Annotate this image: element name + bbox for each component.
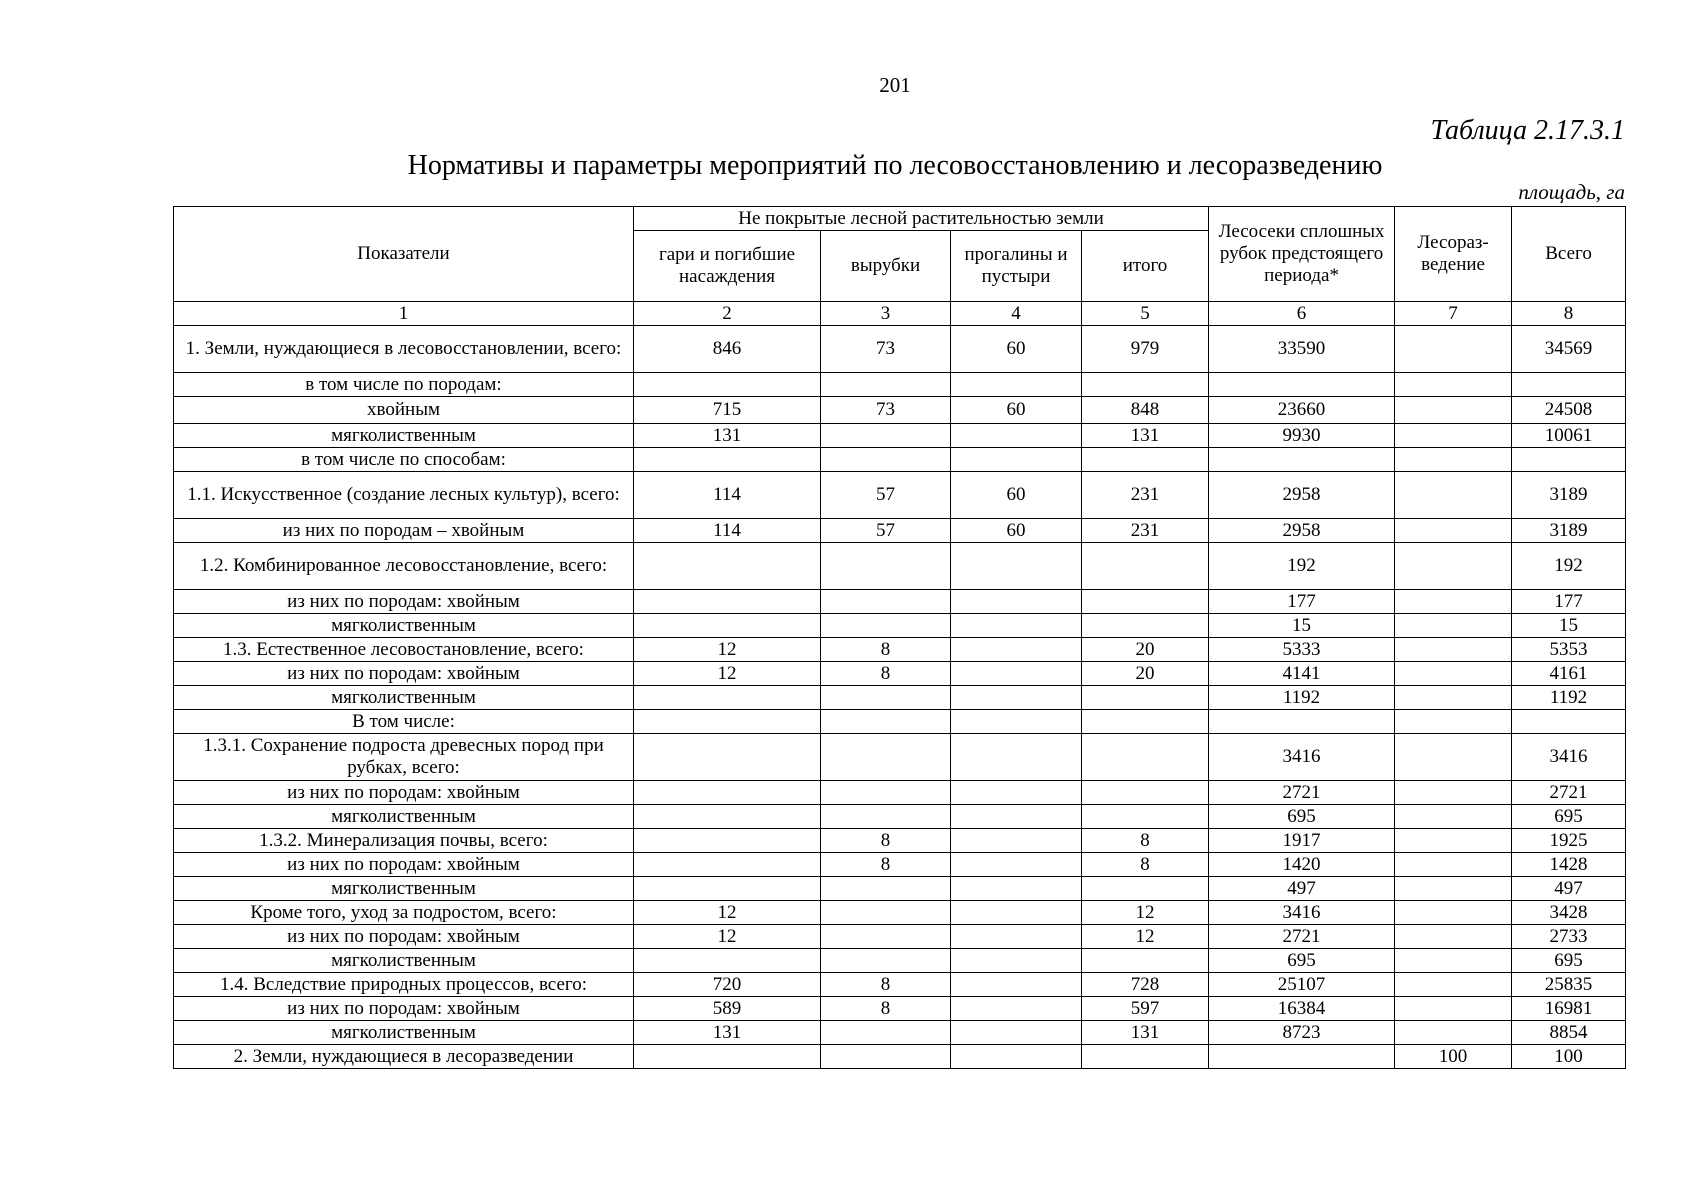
value-cell: 1428 <box>1512 853 1626 877</box>
value-cell <box>821 373 951 397</box>
value-cell <box>1395 805 1512 829</box>
row-label-cell: из них по породам: хвойным <box>174 853 634 877</box>
value-cell <box>1395 901 1512 925</box>
value-cell <box>634 734 821 781</box>
value-cell: 12 <box>634 901 821 925</box>
value-cell <box>951 448 1082 472</box>
value-cell: 177 <box>1512 590 1626 614</box>
value-cell <box>634 877 821 901</box>
row-label-cell: мягколиственным <box>174 805 634 829</box>
unit-label: площадь, га <box>1518 180 1625 204</box>
value-cell: 57 <box>821 472 951 519</box>
value-cell <box>1395 590 1512 614</box>
value-cell: 60 <box>951 519 1082 543</box>
value-cell: 24508 <box>1512 397 1626 424</box>
row-label-cell: 1.2. Комбинированное лесовосстановление, всего: <box>174 543 634 590</box>
value-cell: 25835 <box>1512 973 1626 997</box>
document-title: Нормативы и параметры мероприятий по лесовосстановлению и лесоразведению <box>407 150 1383 181</box>
table-row <box>174 519 1626 543</box>
value-cell <box>1395 373 1512 397</box>
value-cell <box>1395 973 1512 997</box>
table-row <box>174 781 1626 805</box>
value-cell: 1192 <box>1512 686 1626 710</box>
row-label-cell: из них по породам: хвойным <box>174 925 634 949</box>
value-cell <box>951 1045 1082 1069</box>
value-cell: 2733 <box>1512 925 1626 949</box>
value-cell <box>634 614 821 638</box>
value-cell: 8723 <box>1209 1021 1395 1045</box>
value-cell <box>821 1045 951 1069</box>
value-cell <box>1395 472 1512 519</box>
value-cell: 8 <box>821 638 951 662</box>
value-cell <box>951 853 1082 877</box>
value-cell <box>1395 519 1512 543</box>
value-cell <box>1395 877 1512 901</box>
column-number: 7 <box>1395 302 1512 326</box>
value-cell <box>634 781 821 805</box>
value-cell: 12 <box>634 638 821 662</box>
value-cell: 8 <box>1082 829 1209 853</box>
value-cell <box>1082 734 1209 781</box>
value-cell: 33590 <box>1209 326 1395 373</box>
table-row <box>174 901 1626 925</box>
header-glades: прогалины и пустыри <box>951 231 1082 302</box>
value-cell: 715 <box>634 397 821 424</box>
value-cell <box>1512 448 1626 472</box>
value-cell <box>1512 710 1626 734</box>
value-cell <box>1395 638 1512 662</box>
value-cell: 1917 <box>1209 829 1395 853</box>
value-cell <box>634 829 821 853</box>
value-cell <box>1395 326 1512 373</box>
value-cell: 177 <box>1209 590 1395 614</box>
value-cell <box>1395 397 1512 424</box>
table-row <box>174 543 1626 590</box>
column-number: 1 <box>174 302 634 326</box>
value-cell: 8854 <box>1512 1021 1626 1045</box>
value-cell: 131 <box>634 1021 821 1045</box>
row-label-cell: В том числе: <box>174 710 634 734</box>
value-cell <box>951 662 1082 686</box>
value-cell <box>1082 877 1209 901</box>
value-cell <box>951 973 1082 997</box>
value-cell <box>634 590 821 614</box>
value-cell: 100 <box>1395 1045 1512 1069</box>
row-label-cell: из них по породам: хвойным <box>174 997 634 1021</box>
value-cell: 131 <box>634 424 821 448</box>
column-number: 3 <box>821 302 951 326</box>
value-cell <box>634 710 821 734</box>
value-cell <box>951 638 1082 662</box>
value-cell <box>1209 710 1395 734</box>
value-cell <box>1395 1021 1512 1045</box>
value-cell: 2721 <box>1209 925 1395 949</box>
value-cell: 8 <box>821 662 951 686</box>
value-cell <box>951 829 1082 853</box>
value-cell: 20 <box>1082 638 1209 662</box>
table-row <box>174 805 1626 829</box>
value-cell <box>951 949 1082 973</box>
value-cell <box>634 543 821 590</box>
table-row <box>174 853 1626 877</box>
row-label-cell: 2. Земли, нуждающиеся в лесоразведении <box>174 1045 634 1069</box>
value-cell: 15 <box>1209 614 1395 638</box>
value-cell: 192 <box>1512 543 1626 590</box>
value-cell: 8 <box>821 997 951 1021</box>
table-body <box>174 326 1626 1069</box>
value-cell <box>1082 590 1209 614</box>
value-cell: 12 <box>1082 925 1209 949</box>
value-cell: 57 <box>821 519 951 543</box>
value-cell <box>1395 949 1512 973</box>
value-cell <box>951 901 1082 925</box>
column-number: 5 <box>1082 302 1209 326</box>
row-label-cell: из них по породам: хвойным <box>174 662 634 686</box>
value-cell: 3416 <box>1512 734 1626 781</box>
value-cell <box>1395 853 1512 877</box>
value-cell <box>1395 614 1512 638</box>
header-clearcut: Лесосеки сплошных рубок предстоящего периода* <box>1209 207 1395 302</box>
value-cell: 497 <box>1512 877 1626 901</box>
value-cell: 192 <box>1209 543 1395 590</box>
value-cell <box>951 1021 1082 1045</box>
value-cell: 3189 <box>1512 519 1626 543</box>
value-cell <box>634 373 821 397</box>
value-cell <box>1082 1045 1209 1069</box>
row-label-cell: в том числе по способам: <box>174 448 634 472</box>
table-row <box>174 686 1626 710</box>
value-cell <box>951 734 1082 781</box>
value-cell: 728 <box>1082 973 1209 997</box>
table-row <box>174 590 1626 614</box>
value-cell <box>821 543 951 590</box>
value-cell: 695 <box>1209 805 1395 829</box>
value-cell <box>951 614 1082 638</box>
table-row <box>174 877 1626 901</box>
value-cell <box>821 877 951 901</box>
value-cell <box>1395 925 1512 949</box>
value-cell <box>951 543 1082 590</box>
value-cell: 231 <box>1082 519 1209 543</box>
value-cell: 73 <box>821 397 951 424</box>
column-number-row <box>174 302 1626 326</box>
value-cell: 1420 <box>1209 853 1395 877</box>
row-label-cell: мягколиственным <box>174 686 634 710</box>
value-cell: 12 <box>634 662 821 686</box>
value-cell: 8 <box>821 853 951 877</box>
value-cell: 20 <box>1082 662 1209 686</box>
value-cell <box>951 805 1082 829</box>
value-cell <box>951 373 1082 397</box>
column-number: 8 <box>1512 302 1626 326</box>
row-label-cell: в том числе по породам: <box>174 373 634 397</box>
value-cell <box>1082 949 1209 973</box>
value-cell <box>821 614 951 638</box>
value-cell: 3428 <box>1512 901 1626 925</box>
table-label: Таблица 2.17.3.1 <box>1430 115 1625 146</box>
value-cell <box>1512 373 1626 397</box>
value-cell <box>1395 734 1512 781</box>
header-uncovered-group: Не покрытые лесной растительностью земли <box>634 207 1209 231</box>
header-burns: гари и погибшие насаждения <box>634 231 821 302</box>
value-cell: 4141 <box>1209 662 1395 686</box>
value-cell: 1925 <box>1512 829 1626 853</box>
row-label-cell: 1.3.1. Сохранение подроста древесных пород при рубках, всего: <box>174 734 634 781</box>
row-label-cell: 1.1. Искусственное (создание лесных культур), всего: <box>174 472 634 519</box>
value-cell <box>821 1021 951 1045</box>
norms-table <box>173 206 1626 1069</box>
header-indicators: Показатели <box>174 207 634 302</box>
value-cell <box>951 710 1082 734</box>
value-cell <box>1395 829 1512 853</box>
table-row <box>174 1045 1626 1069</box>
value-cell <box>1395 662 1512 686</box>
value-cell: 12 <box>1082 901 1209 925</box>
value-cell: 597 <box>1082 997 1209 1021</box>
value-cell: 589 <box>634 997 821 1021</box>
value-cell: 2958 <box>1209 472 1395 519</box>
table-row <box>174 949 1626 973</box>
value-cell <box>634 448 821 472</box>
value-cell: 100 <box>1512 1045 1626 1069</box>
value-cell <box>634 853 821 877</box>
row-label-cell: 1.4. Вследствие природных процессов, всего: <box>174 973 634 997</box>
value-cell: 131 <box>1082 424 1209 448</box>
value-cell: 25107 <box>1209 973 1395 997</box>
table-row <box>174 614 1626 638</box>
value-cell <box>1082 614 1209 638</box>
value-cell <box>1395 686 1512 710</box>
table-row <box>174 997 1626 1021</box>
value-cell <box>1209 448 1395 472</box>
value-cell <box>821 901 951 925</box>
table-row <box>174 1021 1626 1045</box>
value-cell <box>634 805 821 829</box>
value-cell: 3416 <box>1209 734 1395 781</box>
table-row <box>174 734 1626 781</box>
value-cell: 60 <box>951 326 1082 373</box>
value-cell: 16981 <box>1512 997 1626 1021</box>
table-row <box>174 662 1626 686</box>
value-cell: 114 <box>634 472 821 519</box>
value-cell <box>951 925 1082 949</box>
value-cell <box>951 424 1082 448</box>
value-cell <box>821 424 951 448</box>
value-cell: 23660 <box>1209 397 1395 424</box>
table-row <box>174 638 1626 662</box>
value-cell <box>821 448 951 472</box>
value-cell: 720 <box>634 973 821 997</box>
value-cell <box>1395 424 1512 448</box>
value-cell <box>951 590 1082 614</box>
value-cell: 979 <box>1082 326 1209 373</box>
row-label-cell: из них по породам: хвойным <box>174 590 634 614</box>
table-row <box>174 397 1626 424</box>
row-label-cell: из них по породам – хвойным <box>174 519 634 543</box>
page-number: 201 <box>879 73 911 97</box>
value-cell <box>821 925 951 949</box>
value-cell <box>821 805 951 829</box>
value-cell: 60 <box>951 397 1082 424</box>
value-cell <box>1209 1045 1395 1069</box>
row-label-cell: 1.3. Естественное лесовостановление, всего: <box>174 638 634 662</box>
value-cell <box>1082 373 1209 397</box>
table-row <box>174 326 1626 373</box>
table-row <box>174 424 1626 448</box>
value-cell <box>821 734 951 781</box>
value-cell: 8 <box>821 973 951 997</box>
value-cell: 695 <box>1209 949 1395 973</box>
value-cell: 2721 <box>1209 781 1395 805</box>
row-label-cell: мягколиственным <box>174 949 634 973</box>
table-row <box>174 973 1626 997</box>
value-cell: 60 <box>951 472 1082 519</box>
value-cell <box>951 877 1082 901</box>
value-cell <box>1082 781 1209 805</box>
value-cell <box>821 590 951 614</box>
value-cell <box>821 781 951 805</box>
row-label-cell: мягколиственным <box>174 1021 634 1045</box>
column-number: 6 <box>1209 302 1395 326</box>
row-label-cell: из них по породам: хвойным <box>174 781 634 805</box>
table-row <box>174 925 1626 949</box>
value-cell <box>1082 543 1209 590</box>
value-cell <box>634 686 821 710</box>
table-row <box>174 829 1626 853</box>
value-cell: 497 <box>1209 877 1395 901</box>
value-cell: 131 <box>1082 1021 1209 1045</box>
value-cell: 8 <box>821 829 951 853</box>
row-label-cell: мягколиственным <box>174 614 634 638</box>
value-cell <box>951 686 1082 710</box>
table-row <box>174 373 1626 397</box>
value-cell <box>821 686 951 710</box>
value-cell <box>821 710 951 734</box>
row-label-cell: Кроме того, уход за подростом, всего: <box>174 901 634 925</box>
value-cell: 15 <box>1512 614 1626 638</box>
value-cell: 73 <box>821 326 951 373</box>
value-cell <box>1395 997 1512 1021</box>
value-cell: 848 <box>1082 397 1209 424</box>
value-cell <box>951 781 1082 805</box>
table-row <box>174 472 1626 519</box>
header-cuts: вырубки <box>821 231 951 302</box>
value-cell: 2721 <box>1512 781 1626 805</box>
value-cell <box>1082 710 1209 734</box>
row-label-cell: 1.3.2. Минерализация почвы, всего: <box>174 829 634 853</box>
value-cell <box>1209 373 1395 397</box>
row-label-cell: мягколиственным <box>174 877 634 901</box>
value-cell: 2958 <box>1209 519 1395 543</box>
value-cell: 10061 <box>1512 424 1626 448</box>
header-all: Всего <box>1512 207 1626 302</box>
value-cell: 114 <box>634 519 821 543</box>
value-cell: 231 <box>1082 472 1209 519</box>
value-cell: 9930 <box>1209 424 1395 448</box>
value-cell: 12 <box>634 925 821 949</box>
value-cell: 5333 <box>1209 638 1395 662</box>
value-cell <box>1082 686 1209 710</box>
value-cell <box>1082 805 1209 829</box>
table-row <box>174 448 1626 472</box>
value-cell <box>1395 543 1512 590</box>
row-label-cell: хвойным <box>174 397 634 424</box>
value-cell <box>1395 448 1512 472</box>
row-label-cell: 1. Земли, нуждающиеся в лесовосстановлении, всего: <box>174 326 634 373</box>
row-label-cell: мягколиственным <box>174 424 634 448</box>
value-cell: 1192 <box>1209 686 1395 710</box>
value-cell: 846 <box>634 326 821 373</box>
value-cell: 8 <box>1082 853 1209 877</box>
value-cell <box>1395 710 1512 734</box>
value-cell: 34569 <box>1512 326 1626 373</box>
value-cell: 4161 <box>1512 662 1626 686</box>
header-total: итого <box>1082 231 1209 302</box>
value-cell: 3416 <box>1209 901 1395 925</box>
header-afforestation: Лесораз-ведение <box>1395 207 1512 302</box>
value-cell: 695 <box>1512 805 1626 829</box>
column-number: 2 <box>634 302 821 326</box>
value-cell <box>1395 781 1512 805</box>
value-cell <box>634 949 821 973</box>
value-cell <box>1082 448 1209 472</box>
value-cell <box>951 997 1082 1021</box>
table-row <box>174 710 1626 734</box>
value-cell: 5353 <box>1512 638 1626 662</box>
column-number: 4 <box>951 302 1082 326</box>
value-cell <box>821 949 951 973</box>
value-cell <box>634 1045 821 1069</box>
value-cell: 3189 <box>1512 472 1626 519</box>
value-cell: 16384 <box>1209 997 1395 1021</box>
value-cell: 695 <box>1512 949 1626 973</box>
